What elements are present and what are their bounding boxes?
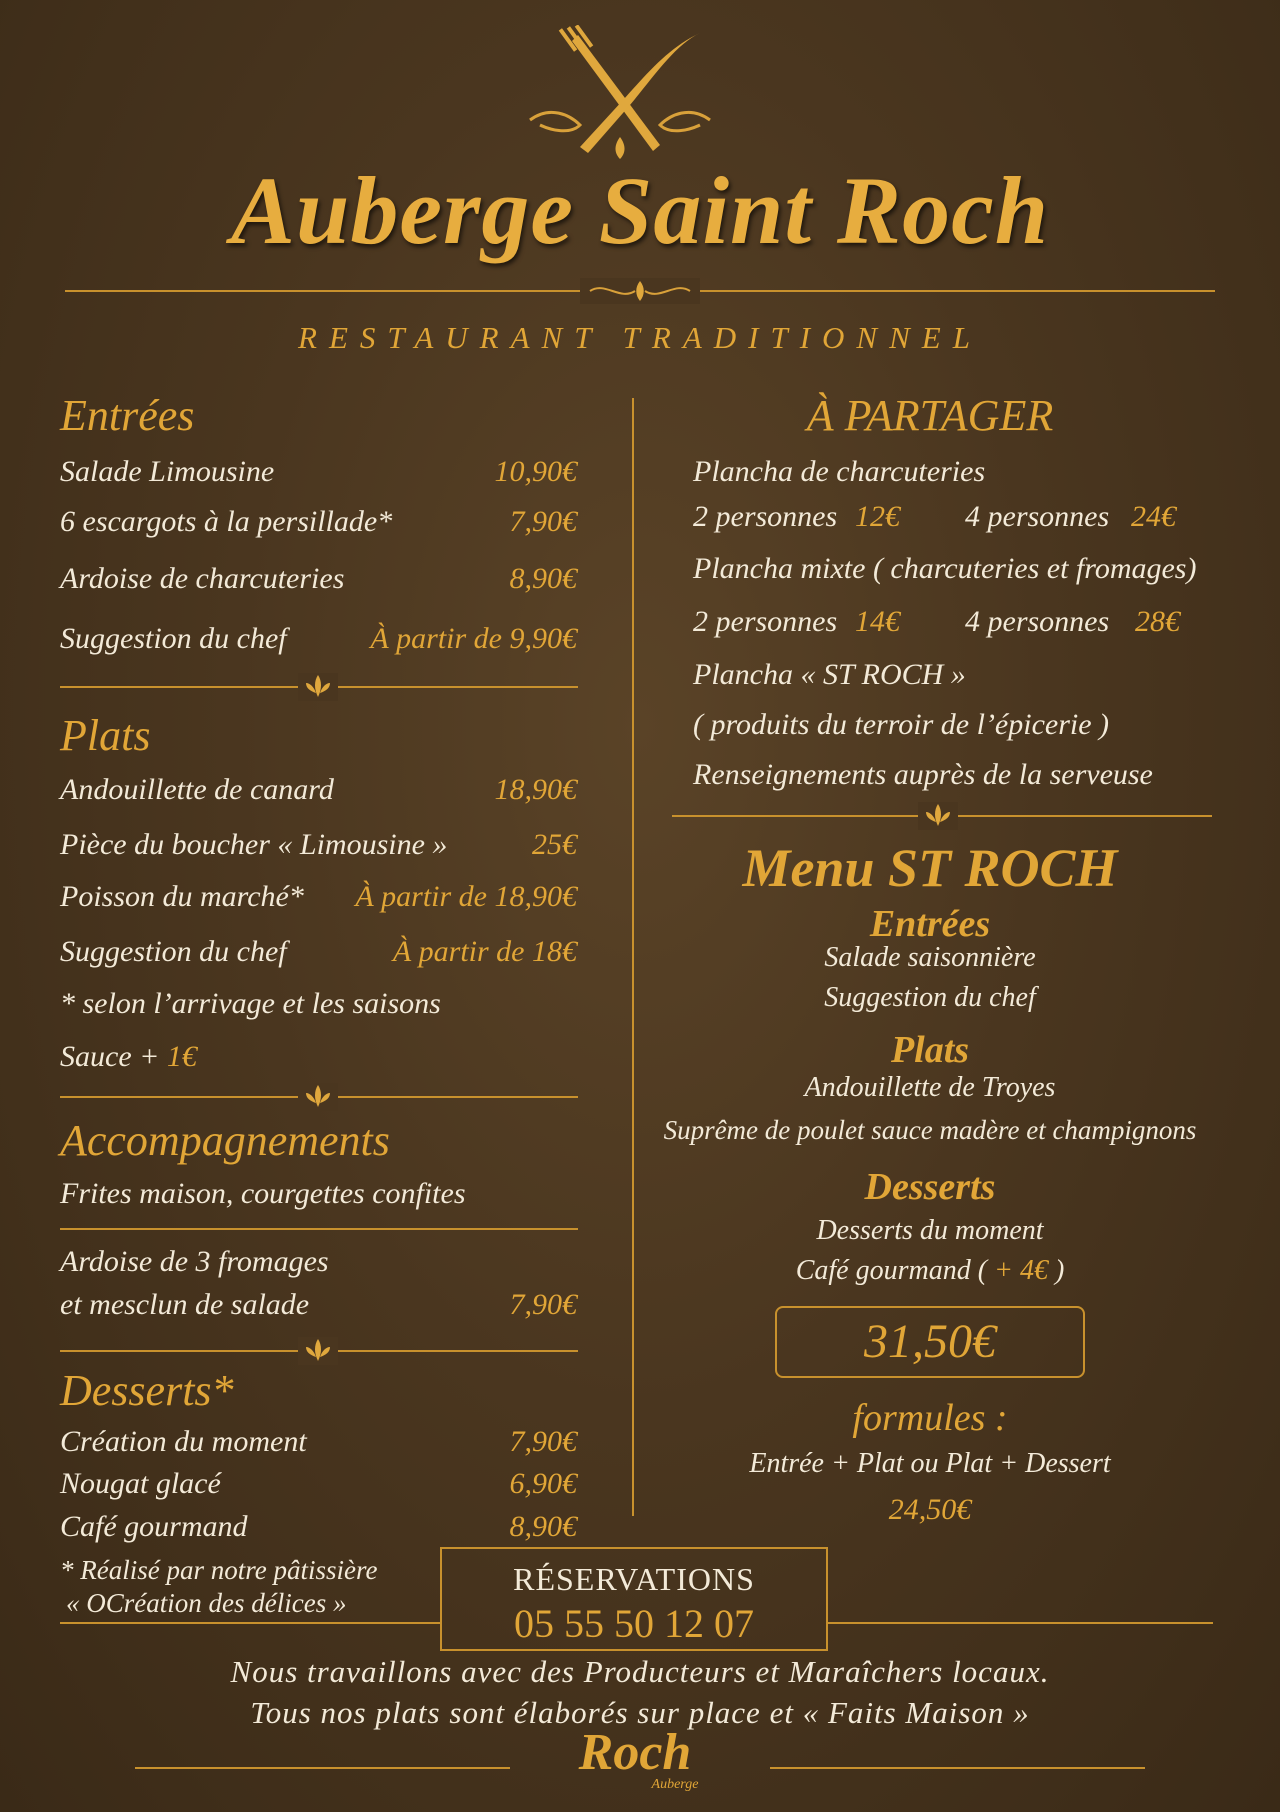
menu-desserts-heading: Desserts [864,1166,996,1208]
plat-item-price: À partir de 18,90€ [355,880,577,913]
menu-price-box [775,1306,1085,1378]
menu-entrees-heading: Entrées [869,903,991,945]
menu-entree: Salade saisonnière [824,942,1036,973]
partager-info: Renseignements auprès de la serveuse [693,758,1153,791]
menu-plat: Suprême de poulet sauce madère et champignons [663,1115,1197,1145]
fromages-line1: Ardoise de 3 fromages [60,1245,329,1278]
sauce-price: 1€ [166,1040,197,1073]
fleur-de-lis-icon [298,1337,338,1365]
logo-subtext: Auberge [651,1777,699,1792]
plancha-st-roch: Plancha « ST ROCH » [693,658,966,691]
entree-item-price: 7,90€ [509,505,577,538]
menu-dessert-cafe-end: ) [1054,1255,1065,1286]
plancha2-4pers-price: 28€ [1135,605,1180,638]
plats-heading: Plats [60,711,151,760]
entree-item-price: À partir de 9,90€ [370,622,577,655]
plat-item-price: 25€ [532,828,577,861]
plat-item-name: Poisson du marché* [60,880,304,913]
menu-title: Menu ST ROCH [742,838,1118,898]
fleur-de-lis-icon [298,673,338,701]
menu-plat: Andouillette de Troyes [804,1072,1056,1103]
reservations-phone[interactable]: 05 55 50 12 07 [514,1601,754,1646]
roch-logo [535,1725,735,1805]
fromages-price: 7,90€ [509,1288,577,1321]
menu-dessert-cafe [660,1255,1200,1287]
plat-item-name: Suggestion du chef [60,935,287,968]
restaurant-title: Auberge Saint Roch [230,157,1050,264]
reservations-box [440,1547,828,1651]
footer-line-2: Tous nos plats sont élaborés sur place et « Faits Maison » [250,1695,1030,1730]
plat-item-price: À partir de 18€ [392,935,577,968]
dessert-item-name: Café gourmand [60,1510,248,1543]
desserts-note-1: * Réalisé par notre pâtissière [60,1555,378,1585]
logo-text: Roch [578,1724,692,1781]
entrees-heading: Entrées [60,391,195,440]
plat-item-name: Andouillette de canard [60,773,334,806]
plancha2-2pers-price: 14€ [855,605,900,638]
plancha1-4pers-price: 24€ [1131,500,1176,533]
sauce-label: Sauce + [60,1040,160,1073]
fleur-de-lis-icon [918,802,958,830]
fromages-line2: et mesclun de salade [60,1288,310,1321]
restaurant-subtitle: RESTAURANT TRADITIONNEL [298,320,982,355]
entree-item-name: 6 escargots à la persillade* [60,505,393,538]
entree-item-name: Ardoise de charcuteries [60,562,345,595]
menu-dessert-cafe-extra: + 4€ [994,1255,1048,1286]
menu-plats-heading: Plats [890,1029,970,1071]
plancha1-2pers-label: 2 personnes [693,500,838,533]
plancha2-2pers-label: 2 personnes [693,605,838,638]
footer-line-1: Nous travaillons avec des Producteurs et Maraîchers locaux. [230,1654,1050,1689]
entree-item-price: 10,90€ [494,455,577,488]
plats-note: * selon l’arrivage et les saisons [60,987,441,1020]
formules-price: 24,50€ [888,1493,972,1526]
fleur-de-lis-icon [298,1083,338,1111]
menu-dessert: Desserts du moment [816,1215,1044,1246]
plat-item-price: 18,90€ [494,773,577,806]
plancha2-4pers-label: 4 personnes [965,605,1110,638]
desserts-heading: Desserts* [60,1366,234,1415]
fork-knife-icon [510,25,730,165]
entree-item-price: 8,90€ [509,562,577,595]
formules-heading: formules : [852,1397,1008,1439]
plancha1-4pers-label: 4 personnes [965,500,1110,533]
entree-item-name: Suggestion du chef [60,622,287,655]
formules-text: Entrée + Plat ou Plat + Dessert [749,1448,1111,1479]
dessert-item-name: Nougat glacé [60,1467,221,1500]
dessert-item-price: 8,90€ [509,1510,577,1543]
entree-item-name: Salade Limousine [60,455,275,488]
plat-item-name: Pièce du boucher « Limousine » [60,828,448,861]
menu-dessert-cafe-label: Café gourmand ( [795,1255,988,1286]
accompagnements-heading: Accompagnements [60,1116,390,1165]
plancha-mixte: Plancha mixte ( charcuteries et fromages) [693,552,1197,585]
desserts-note-2: « OCréation des délices » [66,1588,347,1618]
menu-price: 31,50€ [864,1315,996,1368]
partager-heading: À PARTAGER [806,391,1054,440]
dessert-item-price: 6,90€ [509,1467,577,1500]
plancha1-2pers-price: 12€ [855,500,900,533]
reservations-label: RÉSERVATIONS [513,1561,755,1597]
dessert-item-price: 7,90€ [509,1425,577,1458]
plancha-st-roch-desc: ( produits du terroir de l’épicerie ) [693,708,1110,741]
sauce-line [60,1040,197,1074]
menu-entree: Suggestion du chef [824,982,1036,1013]
accompagnements-text: Frites maison, courgettes confites [60,1177,466,1210]
dessert-item-name: Création du moment [60,1425,307,1458]
ornament-icon [580,278,700,304]
plancha-charcuteries: Plancha de charcuteries [693,455,986,488]
